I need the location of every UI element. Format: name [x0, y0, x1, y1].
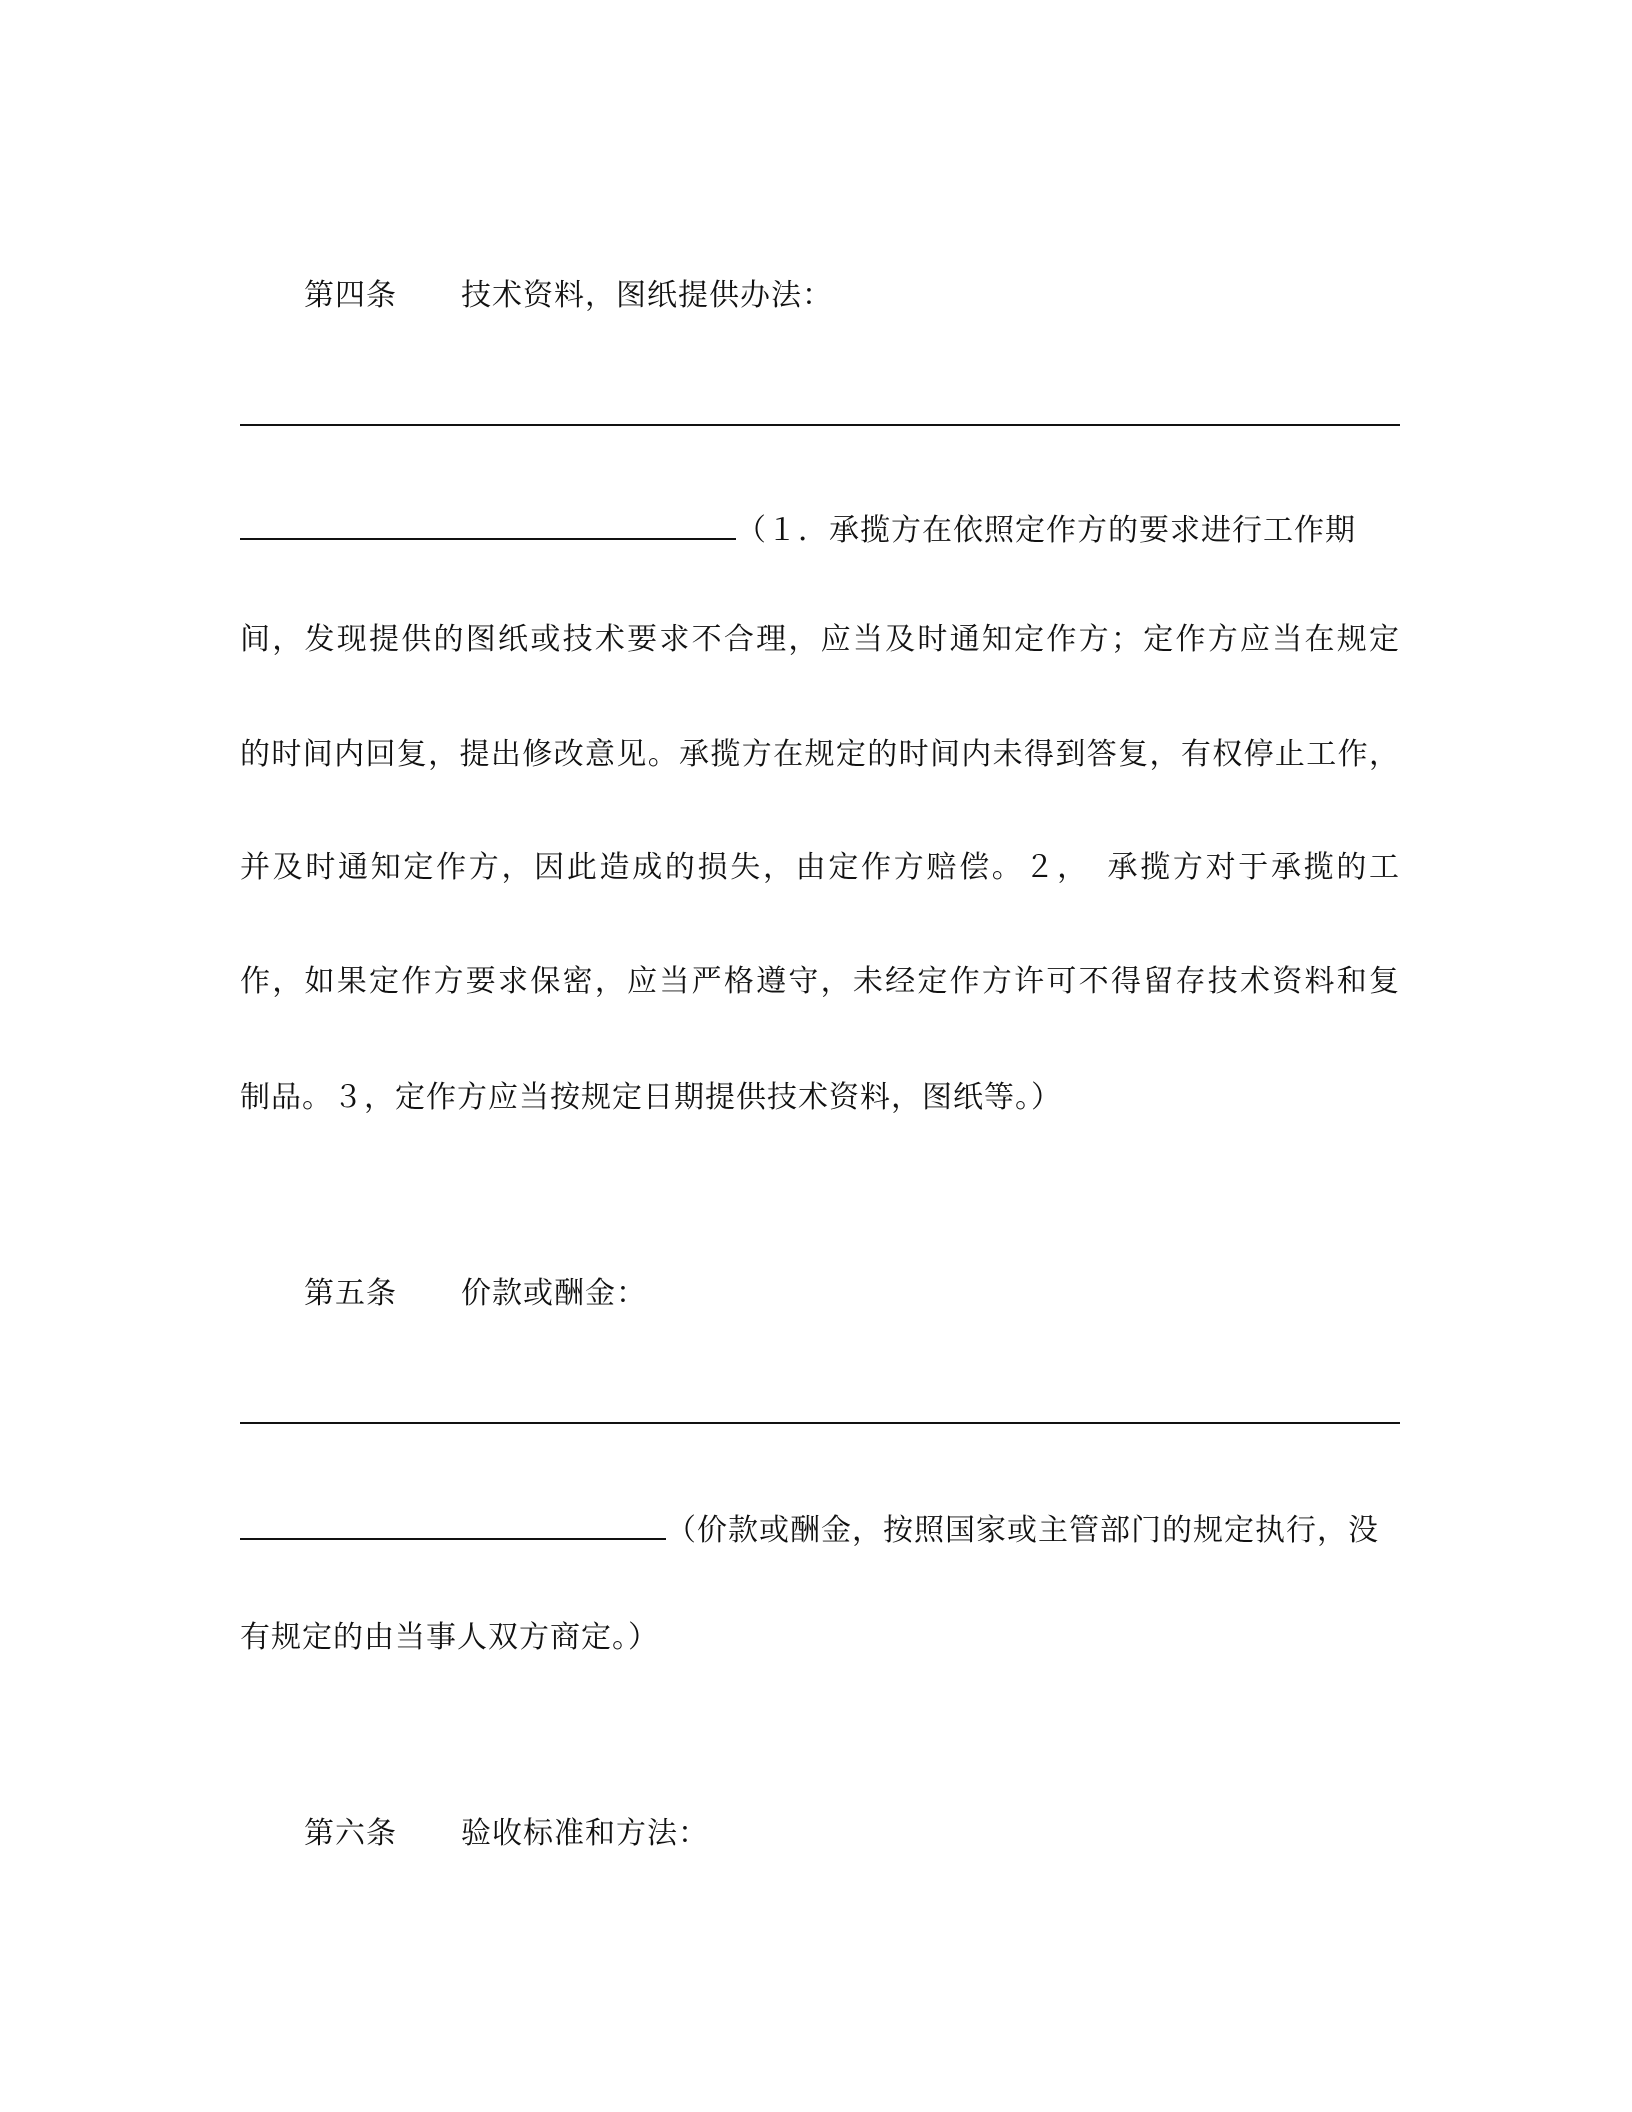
- article-4-note-line-4: 并及时通知定作方，因此造成的损失，由定作方赔偿。２， 承揽方对于承揽的工: [240, 850, 1400, 885]
- article-4-note-text-1: （１．承揽方在依照定作方的要求进行工作期: [736, 513, 1356, 548]
- article-5-note-line-1: [240, 1508, 1400, 1551]
- article-5-heading: [240, 1274, 1400, 1314]
- article-6-number: 第六条: [304, 1816, 397, 1851]
- article-4-number: 第四条: [304, 278, 397, 313]
- article-4-note-line-5: 作，如果定作方要求保密，应当严格遵守，未经定作方许可不得留存技术资料和复: [240, 964, 1400, 999]
- article-5-blank-short[interactable]: [240, 1508, 666, 1540]
- article-6-heading: [240, 1814, 1400, 1854]
- article-4-note-line-6: 制品。３，定作方应当按规定日期提供技术资料，图纸等。）: [240, 1080, 1062, 1115]
- article-4-note-line-2: 间，发现提供的图纸或技术要求不合理，应当及时通知定作方；定作方应当在规定: [240, 622, 1400, 657]
- article-5-note-line-2: 有规定的由当事人双方商定。）: [240, 1620, 659, 1655]
- article-5-number: 第五条: [304, 1276, 397, 1311]
- article-6-title: 验收标准和方法：: [461, 1816, 709, 1851]
- article-5-title: 价款或酬金：: [461, 1276, 647, 1311]
- article-4-blank-short[interactable]: [240, 508, 736, 540]
- article-5-blank-line[interactable]: [240, 1422, 1400, 1424]
- article-4-note-line-1: [240, 508, 1400, 551]
- article-4-title: 技术资料，图纸提供办法：: [461, 278, 833, 313]
- article-4-blank-line[interactable]: [240, 424, 1400, 426]
- article-4-heading: [240, 276, 1400, 316]
- article-4-note-line-3: 的时间内回复，提出修改意见。承揽方在规定的时间内未得到答复，有权停止工作，: [240, 737, 1400, 772]
- article-5-note-text-1: （价款或酬金，按照国家或主管部门的规定执行，没: [666, 1513, 1379, 1548]
